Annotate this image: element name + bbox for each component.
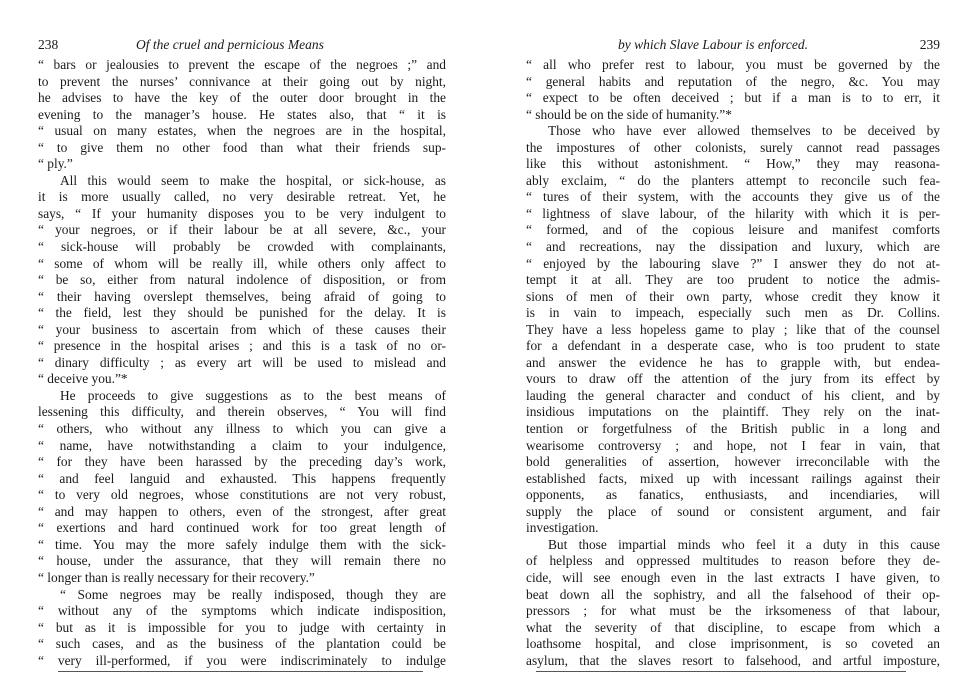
right-page-number: 239 <box>919 37 940 52</box>
text-line: opponents, as fanatics, enthusiasts, and incendiaries, will <box>526 487 940 503</box>
text-line: tention or forgetfulness of the British public in a long and <box>526 421 940 437</box>
text-line: bold generalities of assertion, however irreconcilable with the <box>526 454 940 470</box>
text-line: But those impartial minds who feel it a duty in this cause <box>548 536 940 552</box>
text-line: “ exertions and hard continued work for too great length of <box>38 520 446 536</box>
right-page <box>526 0 940 689</box>
text-line: “ usual on many estates, when the negroes are in the hospital, <box>38 123 446 139</box>
text-line: “ name, have notwithstanding a claim to your indulgence, <box>38 437 446 453</box>
left-running-head: Of the cruel and pernicious Means <box>136 37 324 52</box>
left-page-header <box>38 36 446 54</box>
text-line: “ some of whom will be really ill, while others only affect to <box>38 255 446 271</box>
text-line: “ time. You may the more safely indulge them with the sick- <box>38 536 446 552</box>
text-line: “ your business to ascertain from which of these causes their <box>38 321 446 337</box>
text-line: “ to very old negroes, whose constitutions are not very robust, <box>38 487 446 503</box>
text-line: He proceeds to give suggestions as to the best means of <box>60 387 446 403</box>
left-footer-rule <box>58 671 423 672</box>
text-line: “ to give them no other food than what their friends sup- <box>38 139 446 155</box>
text-line: “ Some negroes may be really indisposed, though they are <box>60 586 446 602</box>
text-line: insidious imputations on the plaintiff. They rely on the inat- <box>526 404 940 420</box>
text-line: “ and may happen to others, even of the strongest, after great <box>38 503 446 519</box>
text-line: supply the place of sound or consistent argument, and fair <box>526 503 940 519</box>
text-line: “ lightness of slave labour, of the hilarity with which it is per- <box>526 205 940 221</box>
text-line: sions of men of their own party, whose credit they know it <box>526 288 940 304</box>
text-line: “ enjoyed by the labouring slave ?” I answer they do not at- <box>526 255 940 271</box>
left-page-text <box>38 57 446 669</box>
text-line: “ others, who without any illness to which you can give a <box>38 421 446 437</box>
right-footer-rule <box>536 671 906 672</box>
text-line: “ all who prefer rest to labour, you must be governed by the <box>526 57 940 72</box>
text-line: “ sick-house will probably be crowded with complainants, <box>38 239 446 255</box>
left-page-number: 238 <box>38 37 59 52</box>
text-line: “ your negroes, or if their labour be at all severe, &c., your <box>38 222 446 238</box>
text-line: says, “ If your humanity disposes you to be very indulgent to <box>38 205 446 221</box>
text-line: “ longer than is really necessary for their recovery.” <box>38 569 315 585</box>
text-line: “ formed, and of the copious leisure and manifest comforts <box>526 222 940 238</box>
text-line: he advises to have the key of the outer door brought in the <box>38 90 446 106</box>
text-line: lauding the general character and conduct of his client, and by <box>526 387 940 403</box>
text-line: what the severity of that discipline, to escape from which a <box>526 619 940 635</box>
text-line: “ and feel languid and exhausted. This happens frequently <box>38 470 446 486</box>
text-line: They have a less hopeless game to play ; like that of the counsel <box>526 321 940 337</box>
text-line: and answer the evidence he has to grapple with, but endea- <box>526 354 940 370</box>
text-line: “ tures of their system, with the accounts they give us of the <box>526 189 940 205</box>
text-line: “ deceive you.”* <box>38 371 128 387</box>
text-line: cide, will see enough even in the last extracts I have given, to <box>526 569 940 585</box>
text-line: is in vain to impeach, especially such men as Dr. Collins. <box>526 305 940 321</box>
text-line: “ but as it is impossible for you to judge with certainty in <box>38 619 446 635</box>
text-line: “ without any of the symptoms which indicate indisposition, <box>38 603 446 619</box>
text-line: investigation. <box>526 520 599 536</box>
text-line: “ dinary difficulty ; as every art will be used to mislead and <box>38 354 446 370</box>
text-line: of helpless and oppressed multitudes to reason before they de- <box>526 553 940 569</box>
text-line: to prevent the nurses’ connivance at their going out by night, <box>38 73 446 89</box>
left-page <box>38 0 446 689</box>
text-line: “ be so, either from natural indolence of disposition, or from <box>38 272 446 288</box>
text-line: “ expect to be often deceived ; but if a man is to to err, it <box>526 90 940 106</box>
text-line: vours to draw off the attention of the jury from its effect by <box>526 371 940 387</box>
text-line: “ very ill-performed, if you were indiscriminately to indulge <box>38 652 446 668</box>
text-line: asylum, that the slaves resort to falsehood, and artful imposture, <box>526 652 940 668</box>
text-line: pressors ; for what must be the irksomeness of that labour, <box>526 603 940 619</box>
text-line: loathsome hospital, and close imprisonment, is so coveted an <box>526 636 940 652</box>
text-line: “ for they have been harassed by the preceding day’s work, <box>38 454 446 470</box>
text-line: “ should be on the side of humanity.”* <box>526 106 732 122</box>
text-line: “ and recreations, nay the dissipation and luxury, which are <box>526 239 940 255</box>
text-line: beat down all the sophistry, and all the falsehood of their op- <box>526 586 940 602</box>
text-line: All this would seem to make the hospital, or sick-house, as <box>60 172 446 188</box>
text-line: “ such cases, and as the business of the plantation could be <box>38 636 446 652</box>
text-line: established facts, mixed up with incessant railings against their <box>526 470 940 486</box>
text-line: ably exclaim, “ do the planters attempt to reconcile such fea- <box>526 172 940 188</box>
text-line: for a defendant in a desperate case, who is too prudent to state <box>526 338 940 354</box>
text-line: Those who have ever allowed themselves to be deceived by <box>548 123 940 139</box>
text-line: evening to the manager’s house. He states also, that “ it is <box>38 106 446 122</box>
right-page-header <box>526 36 940 54</box>
right-running-head: by which Slave Labour is enforced. <box>618 37 808 52</box>
text-line: tempt it at all. They are too prudent to notice the admis- <box>526 272 940 288</box>
text-line: “ presence in the hospital arises ; and this is a task of no or- <box>38 338 446 354</box>
text-line: it is more usually called, no very desirable retreat. Yet, he <box>38 189 446 205</box>
right-page-text <box>526 57 940 669</box>
text-line: “ their having overslept themselves, being afraid of going to <box>38 288 446 304</box>
text-line: “ house, under the assurance, that they will remain there no <box>38 553 446 569</box>
text-line: “ general habits and reputation of the negro, &c. You may <box>526 73 940 89</box>
text-line: like this without astonishment. “ How,” they may reasona- <box>526 156 940 172</box>
text-line: the impostures of other colonists, surely cannot read passages <box>526 139 940 155</box>
text-line: wearisome controversy ; and hope, not I fear in vain, that <box>526 437 940 453</box>
text-line: “ the field, lest they should be punished for the delay. It is <box>38 305 446 321</box>
text-line: “ ply.” <box>38 156 73 172</box>
text-line: lessening this difficulty, and therein observes, “ You will find <box>38 404 446 420</box>
text-line: “ bars or jealousies to prevent the escape of the negroes ;” and <box>38 57 446 72</box>
